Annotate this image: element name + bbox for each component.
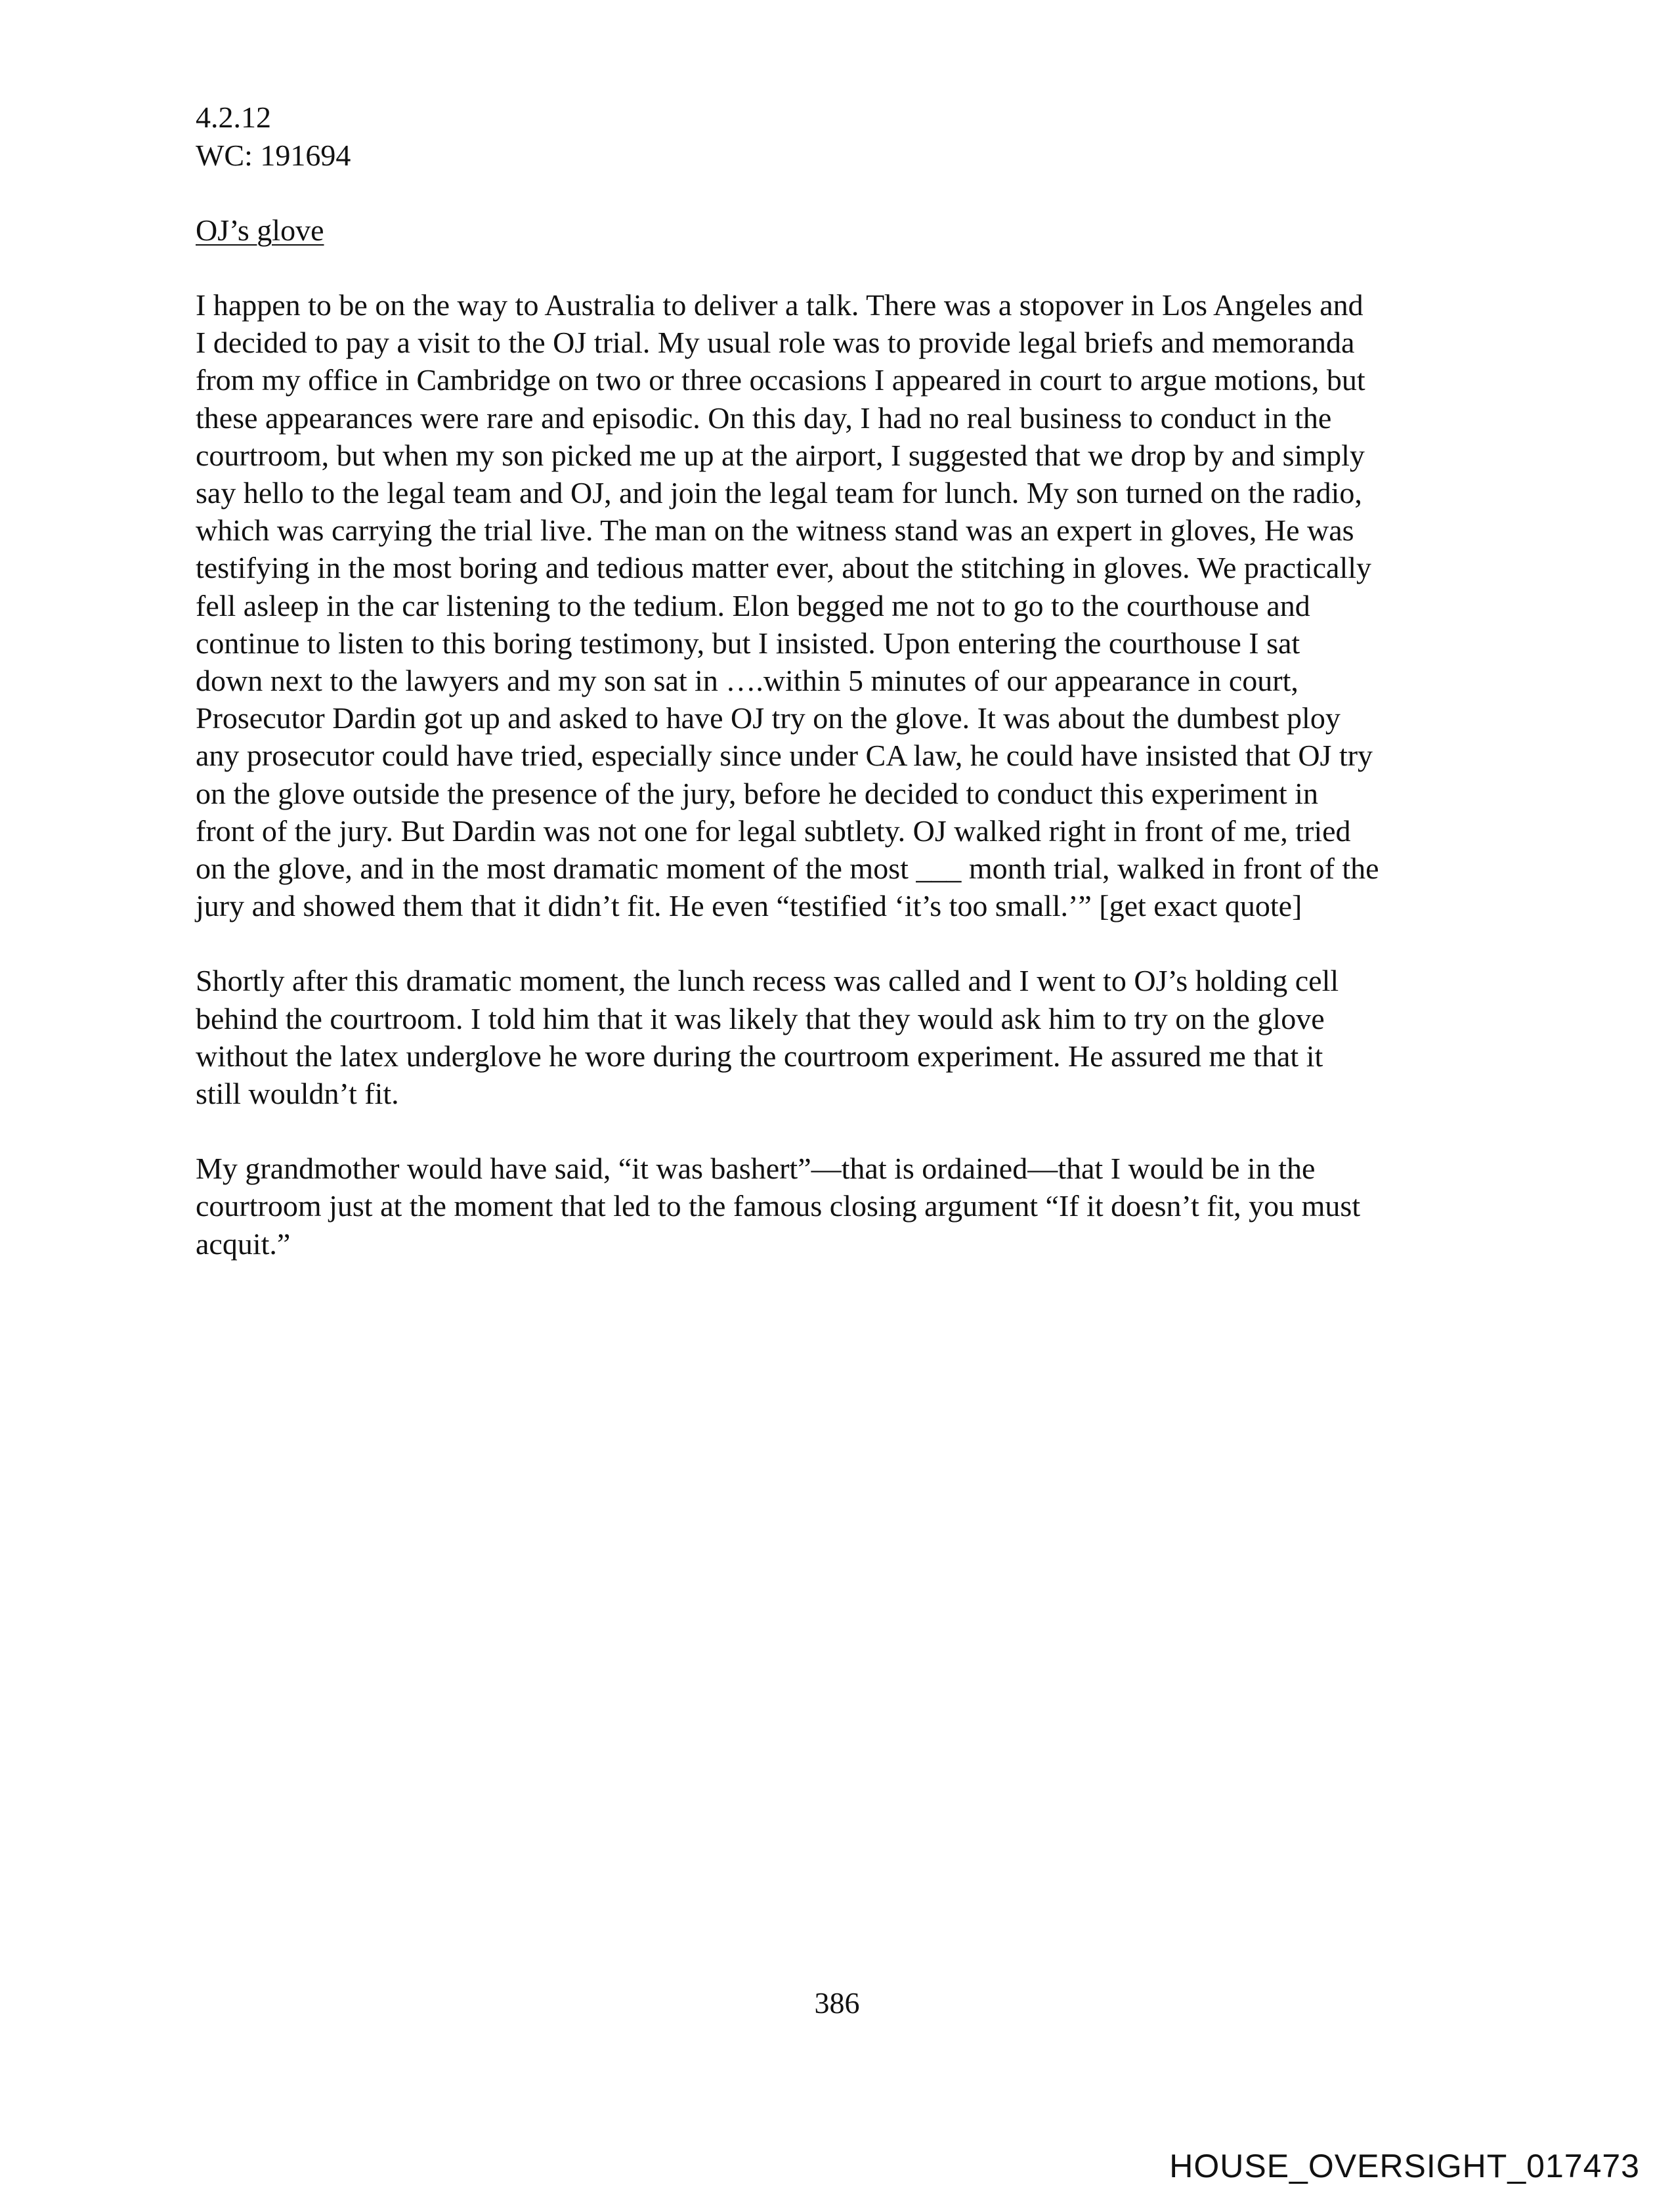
text-line: down next to the lawyers and my son sat in ….within 5 minutes of our appearance in court, [196, 664, 1298, 698]
text-line: front of the jury. But Dardin was not one for legal subtlety. OJ walked right in front of me, tried [196, 813, 1351, 848]
text-line: which was carrying the trial live. The man on the witness stand was an expert in gloves, He was [196, 513, 1354, 548]
text-line: say hello to the legal team and OJ, and join the legal team for lunch. My son turned on the radio, [196, 476, 1362, 510]
text-line: these appearances were rare and episodic. On this day, I had no real business to conduct in the [196, 401, 1332, 435]
text-line: still wouldn’t fit. [196, 1077, 399, 1111]
text-line: I decided to pay a visit to the OJ trial. My usual role was to provide legal briefs and memoranda [196, 326, 1355, 360]
paragraph-2 [196, 962, 1502, 1112]
text-line: any prosecutor could have tried, especially since under CA law, he could have insisted that OJ try [196, 739, 1373, 773]
page-number: 386 [814, 1986, 860, 2020]
section-title: OJ’s glove [196, 213, 324, 247]
bates-number: HOUSE_OVERSIGHT_017473 [1169, 2148, 1640, 2184]
document-header [196, 98, 351, 175]
paragraph-3 [196, 1150, 1502, 1263]
text-line: behind the courtroom. I told him that it was likely that they would ask him to try on the glove [196, 1001, 1325, 1035]
body-text [196, 286, 1502, 1300]
text-line: without the latex underglove he wore during the courtroom experiment. He assured me that it [196, 1039, 1323, 1073]
word-count: WC: 191694 [196, 139, 351, 172]
text-line: fell asleep in the car listening to the tedium. Elon begged me not to go to the courthouse and [196, 588, 1310, 622]
text-line: courtroom just at the moment that led to the famous closing argument “If it doesn’t fit, you must [196, 1189, 1361, 1223]
text-line: Shortly after this dramatic moment, the lunch recess was called and I went to OJ’s holding cell [196, 964, 1339, 998]
text-line: acquit.” [196, 1226, 291, 1261]
text-line: I happen to be on the way to Australia to deliver a talk. There was a stopover in Los Angeles and [196, 288, 1363, 322]
text-line: from my office in Cambridge on two or three occasions I appeared in court to argue motions, but [196, 363, 1365, 397]
text-line: My grandmother would have said, “it was bashert”—that is ordained—that I would be in the [196, 1152, 1316, 1186]
text-line: courtroom, but when my son picked me up at the airport, I suggested that we drop by and simply [196, 438, 1365, 472]
paragraph-1 [196, 286, 1502, 924]
text-line: on the glove outside the presence of the jury, before he decided to conduct this experiment in [196, 776, 1318, 810]
text-line: testifying in the most boring and tedious matter ever, about the stitching in gloves. We practically [196, 551, 1372, 585]
text-line: continue to listen to this boring testimony, but I insisted. Upon entering the courthouse I sat [196, 626, 1300, 660]
document-date: 4.2.12 [196, 100, 271, 134]
text-line: on the glove, and in the most dramatic moment of the most ___ month trial, walked in front of the [196, 852, 1379, 886]
text-line: jury and showed them that it didn’t fit. He even “testified ‘it’s too small.’” [get exact quote] [196, 889, 1302, 923]
text-line: Prosecutor Dardin got up and asked to have OJ try on the glove. It was about the dumbest ploy [196, 701, 1341, 735]
